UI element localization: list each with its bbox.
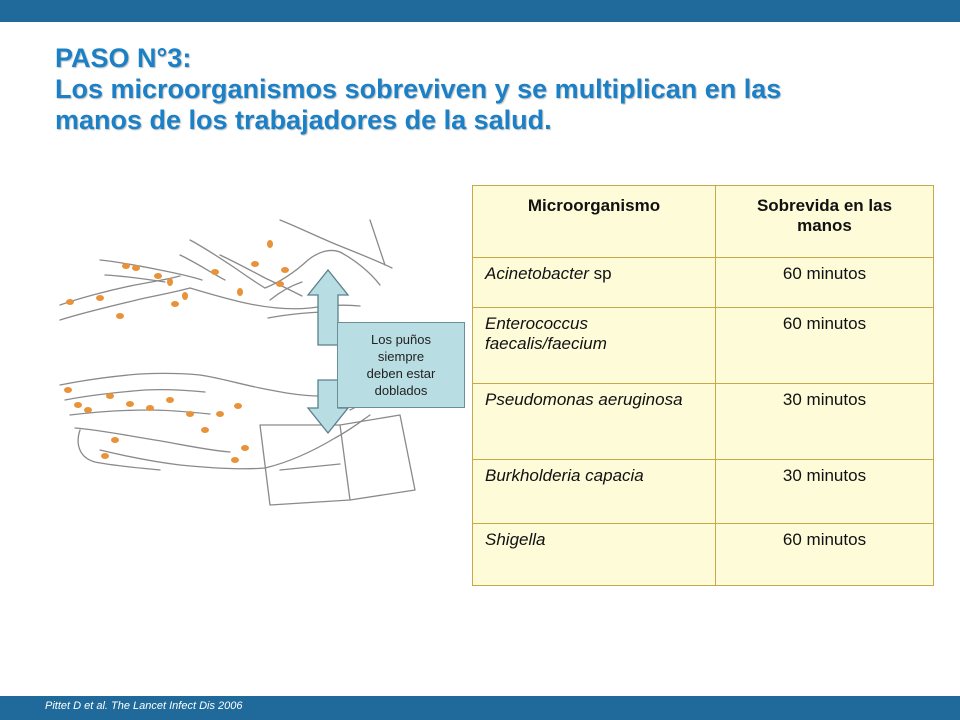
organism-suffix: sp <box>588 264 612 283</box>
organism-cell <box>473 258 716 308</box>
column-header-survival: Sobrevida en las manos <box>716 186 934 258</box>
column-header-organism: Microorganismo <box>473 186 716 258</box>
organism-name: Burkholderia capacia <box>485 466 644 485</box>
organism-name: Enterococcus faecalis/faecium <box>485 314 607 353</box>
step-heading: PASO N°3: <box>55 43 192 73</box>
title-line-2: manos de los trabajadores de la salud. <box>55 105 552 135</box>
organism-name: Pseudomonas aeruginosa <box>485 390 683 409</box>
organism-cell <box>473 460 716 524</box>
organism-name: Acinetobacter <box>485 264 589 283</box>
callout-line: deben estar <box>366 366 436 381</box>
survival-table <box>472 185 934 586</box>
top-bar <box>0 0 960 22</box>
organism-cell <box>473 524 716 586</box>
callout-line: siempre <box>377 349 425 364</box>
survival-cell: 30 minutos <box>716 384 934 460</box>
citation: Pittet D et al. The Lancet Infect Dis 2006 <box>45 700 243 712</box>
survival-table-container <box>472 185 934 585</box>
survival-cell: 30 minutos <box>716 460 934 524</box>
callout-line: Los puños <box>371 332 431 347</box>
table-row <box>473 308 934 384</box>
table-row <box>473 258 934 308</box>
survival-cell: 60 minutos <box>716 524 934 586</box>
organism-cell <box>473 308 716 384</box>
callout-note <box>337 322 465 408</box>
table-row <box>473 460 934 524</box>
slide-title <box>55 42 935 136</box>
survival-cell: 60 minutos <box>716 308 934 384</box>
survival-cell: 60 minutos <box>716 258 934 308</box>
title-line-1: Los microorganismos sobreviven y se multiplican en las <box>55 74 782 104</box>
table-row <box>473 524 934 586</box>
table-row <box>473 384 934 460</box>
organism-name: Shigella <box>485 530 546 549</box>
table-header-row <box>473 186 934 258</box>
organism-cell <box>473 384 716 460</box>
callout-line: doblados <box>374 383 428 398</box>
